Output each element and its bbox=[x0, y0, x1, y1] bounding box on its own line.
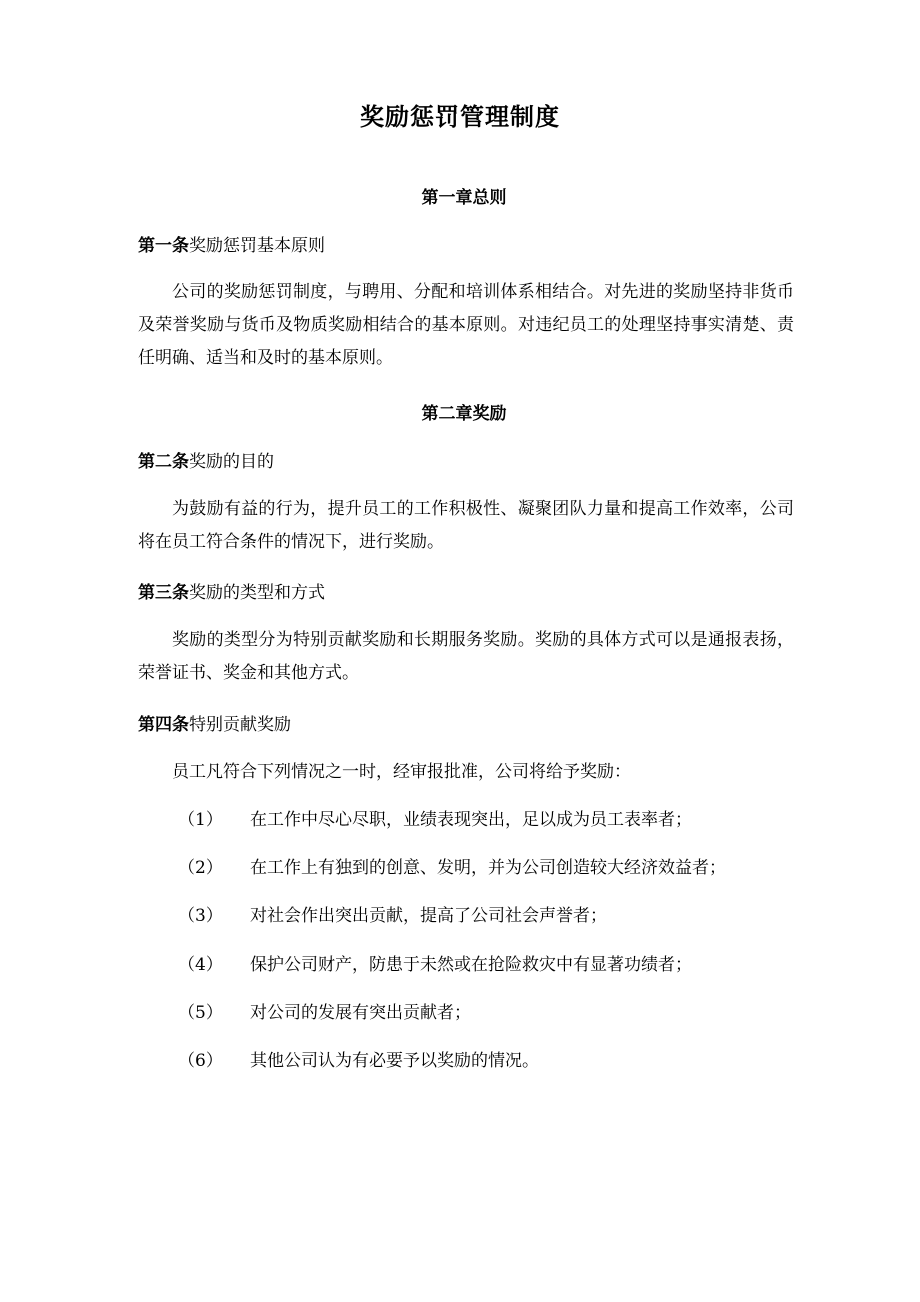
document-title: 奖励惩罚管理制度 bbox=[360, 103, 560, 131]
article-1-number: 第一条 bbox=[138, 236, 189, 256]
list-item-number: （3） bbox=[178, 906, 223, 927]
list-item-number: （1） bbox=[178, 810, 223, 830]
list-item-text: 对社会作出突出贡献，提高了公司社会声誉者； bbox=[250, 906, 607, 927]
list-item-text: 在工作中尽心尽职，业绩表现突出，足以成为员工表率者； bbox=[250, 810, 692, 830]
article-1-body: 公司的奖励惩罚制度，与聘用、分配和培训体系相结合。对先进的奖励坚持非货币及荣誉奖励与货币及物质奖励相结合的基本原则。对违纪员工的处理坚持事实清楚、责任明确、适当和及时的基本原则。 bbox=[138, 282, 794, 368]
article-3-title: 奖励的类型和方式 bbox=[189, 583, 325, 603]
article-1-title: 奖励惩罚基本原则 bbox=[189, 236, 325, 256]
article-3-body: 奖励的类型分为特别贡献奖励和长期服务奖励。奖励的具体方式可以是通报表扬，荣誉证书、奖金和其他方式。 bbox=[138, 630, 794, 683]
article-2-title: 奖励的目的 bbox=[189, 452, 274, 472]
list-item bbox=[178, 952, 726, 1000]
list-item bbox=[178, 855, 726, 903]
special-contribution-list bbox=[178, 807, 726, 1096]
list-item bbox=[178, 1048, 726, 1096]
list-item-text: 在工作上有独到的创意、发明，并为公司创造较大经济效益者； bbox=[250, 858, 726, 879]
article-2-heading bbox=[138, 450, 274, 474]
chapter-2-heading: 第二章奖励 bbox=[421, 404, 507, 424]
list-item bbox=[178, 1000, 726, 1048]
article-4-intro: 员工凡符合下列情况之一时，经审报批准，公司将给予奖励： bbox=[172, 762, 631, 782]
list-item-text: 其他公司认为有必要予以奖励的情况。 bbox=[250, 1050, 539, 1071]
list-item-number: （4） bbox=[178, 954, 223, 975]
list-item bbox=[178, 903, 726, 951]
article-4-heading bbox=[138, 713, 291, 737]
chapter-1-heading: 第一章总则 bbox=[421, 188, 507, 208]
article-4-title: 特别贡献奖励 bbox=[189, 715, 291, 735]
list-item-number: （2） bbox=[178, 858, 223, 879]
list-item bbox=[178, 807, 726, 855]
article-3-heading bbox=[138, 581, 325, 605]
article-2-number: 第二条 bbox=[138, 452, 189, 472]
article-2-body: 为鼓励有益的行为，提升员工的工作积极性、凝聚团队力量和提高工作效率，公司将在员工符合条件的情况下，进行奖励。 bbox=[138, 499, 794, 552]
list-item-number: （6） bbox=[178, 1050, 223, 1071]
list-item-number: （5） bbox=[178, 1002, 223, 1023]
article-3-number: 第三条 bbox=[138, 583, 189, 603]
list-item-text: 对公司的发展有突出贡献者； bbox=[250, 1002, 471, 1023]
article-1-heading bbox=[138, 234, 325, 258]
list-item-text: 保护公司财产，防患于未然或在抢险救灾中有显著功绩者； bbox=[250, 954, 692, 975]
article-4-number: 第四条 bbox=[138, 715, 189, 735]
